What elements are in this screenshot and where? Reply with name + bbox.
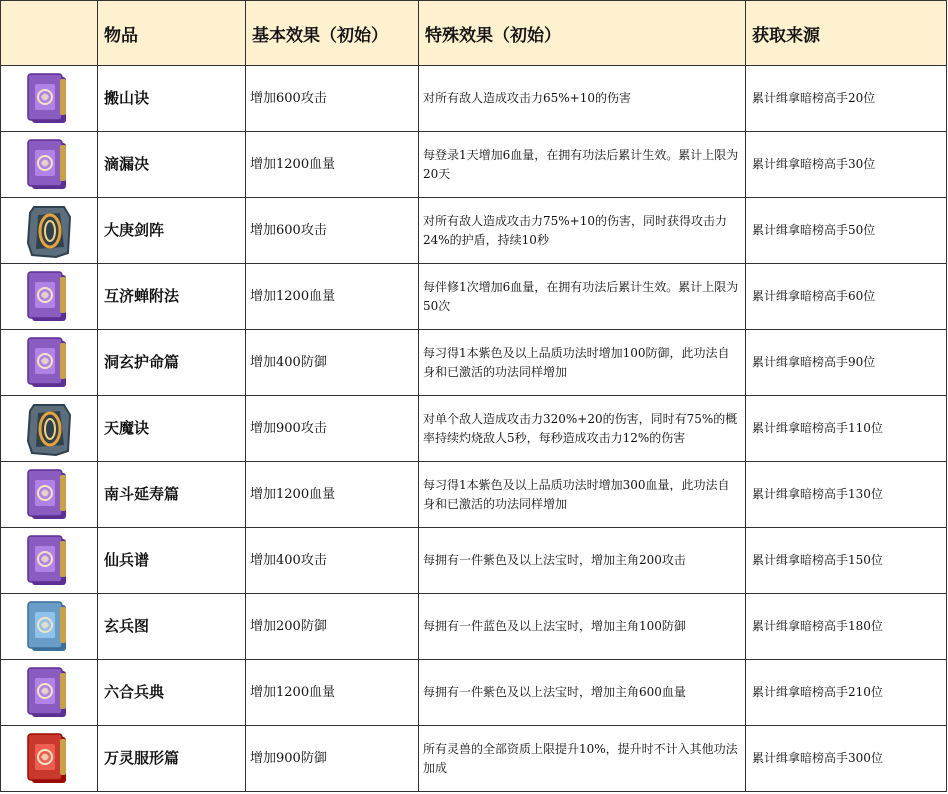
base-effect: 增加1200血量 <box>246 462 419 528</box>
acquisition-source: 累计缉拿暗榜高手60位 <box>746 264 947 330</box>
special-effect: 对单个敌人造成攻击力320%+20的伤害，同时有75%的概率持续灼烧敌人5秒，每秒造成攻击力12%的伤害 <box>419 396 746 462</box>
table-row <box>1 528 947 594</box>
purple-scroll-book-icon <box>1 132 98 198</box>
table-row <box>1 396 947 462</box>
acquisition-source: 累计缉拿暗榜高手210位 <box>746 660 947 726</box>
item-name: 仙兵谱 <box>98 528 246 594</box>
special-effect: 所有灵兽的全部资质上限提升10%，提升时不计入其他功法加成 <box>419 726 746 792</box>
item-name: 大庚剑阵 <box>98 198 246 264</box>
item-name: 南斗延寿篇 <box>98 462 246 528</box>
acquisition-source: 累计缉拿暗榜高手90位 <box>746 330 947 396</box>
special-effect: 每习得1本紫色及以上品质功法时增加300血量，此功法自身和已激活的功法同样增加 <box>419 462 746 528</box>
special-effect: 对所有敌人造成攻击力65%+10的伤害 <box>419 66 746 132</box>
base-effect: 增加1200血量 <box>246 132 419 198</box>
base-effect: 增加400攻击 <box>246 528 419 594</box>
item-name: 洞玄护命篇 <box>98 330 246 396</box>
item-name: 滴漏决 <box>98 132 246 198</box>
purple-scroll-book-icon <box>1 66 98 132</box>
special-effect: 每登录1天增加6血量，在拥有功法后累计生效。累计上限为20天 <box>419 132 746 198</box>
header-row <box>1 1 947 66</box>
acquisition-source: 累计缉拿暗榜高手110位 <box>746 396 947 462</box>
blue-scroll-book-icon <box>1 594 98 660</box>
purple-scroll-book-icon <box>1 264 98 330</box>
special-effect: 每习得1本紫色及以上品质功法时增加100防御，此功法自身和已激活的功法同样增加 <box>419 330 746 396</box>
header-base-effect: 基本效果（初始） <box>246 1 419 66</box>
acquisition-source: 累计缉拿暗榜高手50位 <box>746 198 947 264</box>
acquisition-source: 累计缉拿暗榜高手150位 <box>746 528 947 594</box>
base-effect: 增加600攻击 <box>246 66 419 132</box>
table-row <box>1 726 947 792</box>
table-row <box>1 264 947 330</box>
red-scroll-book-icon <box>1 726 98 792</box>
special-effect: 每拥有一件紫色及以上法宝时，增加主角600血量 <box>419 660 746 726</box>
acquisition-source: 累计缉拿暗榜高手30位 <box>746 132 947 198</box>
table-row <box>1 66 947 132</box>
purple-scroll-book-icon <box>1 660 98 726</box>
table-row <box>1 198 947 264</box>
demon-vortex-stone-icon <box>1 396 98 462</box>
acquisition-source: 累计缉拿暗榜高手20位 <box>746 66 947 132</box>
purple-scroll-book-icon <box>1 528 98 594</box>
item-name: 天魔诀 <box>98 396 246 462</box>
header-source: 获取来源 <box>746 1 947 66</box>
special-effect: 对所有敌人造成攻击力75%+10的伤害，同时获得攻击力24%的护盾，持续10秒 <box>419 198 746 264</box>
acquisition-source: 累计缉拿暗榜高手180位 <box>746 594 947 660</box>
header-special-effect: 特殊效果（初始） <box>419 1 746 66</box>
purple-scroll-book-icon <box>1 462 98 528</box>
special-effect: 每伴修1次增加6血量，在拥有功法后累计生效。累计上限为50次 <box>419 264 746 330</box>
table-row <box>1 660 947 726</box>
acquisition-source: 累计缉拿暗榜高手300位 <box>746 726 947 792</box>
special-effect: 每拥有一件蓝色及以上法宝时，增加主角100防御 <box>419 594 746 660</box>
table-row <box>1 594 947 660</box>
purple-scroll-book-icon <box>1 330 98 396</box>
base-effect: 增加1200血量 <box>246 660 419 726</box>
item-name: 玄兵图 <box>98 594 246 660</box>
base-effect: 增加600攻击 <box>246 198 419 264</box>
special-effect: 每拥有一件紫色及以上法宝时，增加主角200攻击 <box>419 528 746 594</box>
header-icon <box>1 1 98 66</box>
sword-formation-stone-icon <box>1 198 98 264</box>
base-effect: 增加1200血量 <box>246 264 419 330</box>
base-effect: 增加900攻击 <box>246 396 419 462</box>
table-row <box>1 132 947 198</box>
base-effect: 增加200防御 <box>246 594 419 660</box>
item-name: 搬山诀 <box>98 66 246 132</box>
item-name: 万灵服形篇 <box>98 726 246 792</box>
table-row <box>1 330 947 396</box>
header-item: 物品 <box>98 1 246 66</box>
acquisition-source: 累计缉拿暗榜高手130位 <box>746 462 947 528</box>
item-name: 互济蝉附法 <box>98 264 246 330</box>
item-name: 六合兵典 <box>98 660 246 726</box>
base-effect: 增加400防御 <box>246 330 419 396</box>
base-effect: 增加900防御 <box>246 726 419 792</box>
table-row <box>1 462 947 528</box>
